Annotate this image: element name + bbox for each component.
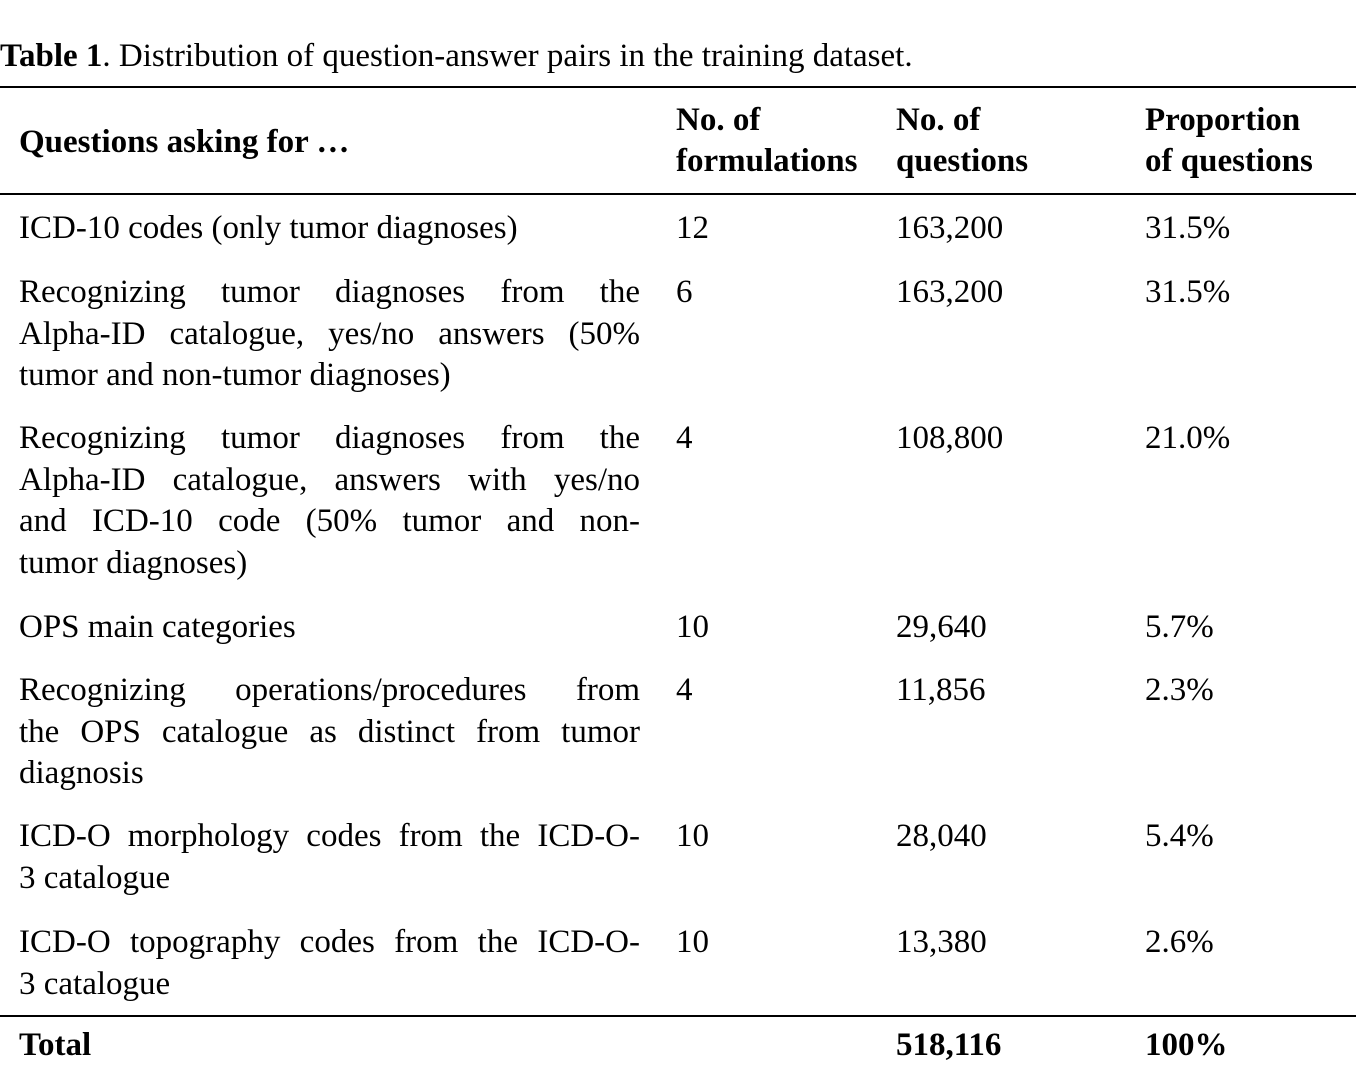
row-3-description [19,418,640,584]
row-2-description-line: Recognizing tumor diagnoses from the [19,274,640,310]
row-2-description-line: tumor and non-tumor diagnoses) [19,357,451,393]
row-7-questions: 13,380 [896,924,987,960]
row-5-description-line: Recognizing operations/procedures from [19,672,640,708]
table-top-rule [0,86,1356,88]
row-2-questions: 163,200 [896,274,1004,310]
row-4-description [19,607,640,649]
row-5-description-line: diagnosis [19,755,144,791]
row-2-formulations: 6 [676,274,693,310]
row-6-questions: 28,040 [896,818,987,854]
header-col4-line1: Proportion [1145,102,1301,138]
table-caption [0,36,913,76]
row-7-description-line: 3 catalogue [19,965,171,1002]
row-3-description-line: and ICD-10 code (50% tumor and non- [19,503,640,539]
row-6-description-line: ICD-O morphology codes from the ICD-O- [19,818,640,854]
header-no-of-formulations [676,100,858,182]
header-col4-line2: of questions [1145,143,1313,179]
header-col2-line2: formulations [676,143,858,179]
row-6-description-line: 3 catalogue [19,859,171,896]
row-7-description-line: ICD-O topography codes from the ICD-O- [19,924,640,960]
row-5-description-line: the OPS catalogue as distinct from tumor [19,713,640,750]
row-4-questions: 29,640 [896,609,987,645]
table-caption-text: . Distribution of question-answer pairs in the training dataset. [102,38,913,74]
header-no-of-questions [896,100,1028,182]
row-6-description [19,816,640,899]
row-5-questions: 11,856 [896,672,986,708]
row-4-proportion: 5.7% [1145,609,1214,645]
row-1-formulations: 12 [676,210,709,246]
row-3-description-line: Alpha-ID catalogue, answers with yes/no [19,461,640,498]
row-7-proportion: 2.6% [1145,924,1214,960]
table-total-rule [0,1015,1356,1017]
row-6-formulations: 10 [676,818,709,854]
row-1-proportion: 31.5% [1145,210,1231,246]
row-2-proportion: 31.5% [1145,274,1231,310]
row-5-formulations: 4 [676,672,693,708]
row-4-description-line: OPS main categories [19,609,296,645]
table-header-rule [0,193,1356,195]
row-7-formulations: 10 [676,924,709,960]
header-col3-line1: No. of [896,102,981,138]
row-5-proportion: 2.3% [1145,672,1214,708]
total-questions: 518,116 [896,1027,1002,1063]
header-col2-line1: No. of [676,102,761,138]
row-2-description-line: Alpha-ID catalogue, yes/no answers (50% [19,315,640,352]
row-1-description-line: ICD-10 codes (only tumor diagnoses) [19,210,518,246]
total-proportion: 100% [1145,1027,1228,1063]
row-4-formulations: 10 [676,609,709,645]
row-3-description-line: tumor diagnoses) [19,544,248,581]
row-3-questions: 108,800 [896,420,1004,456]
row-3-proportion: 21.0% [1145,420,1231,456]
header-col3-line2: questions [896,143,1029,179]
row-1-questions: 163,200 [896,210,1004,246]
total-label: Total [19,1027,92,1063]
row-1-description [19,208,640,250]
header-questions-asking-for: Questions asking for … [19,124,350,160]
row-7-description [19,922,640,1005]
row-3-description-line: Recognizing tumor diagnoses from the [19,420,640,456]
row-6-proportion: 5.4% [1145,818,1214,854]
row-2-description [19,272,640,397]
row-3-formulations: 4 [676,420,693,456]
table-caption-label: Table 1 [0,38,103,74]
header-proportion-of-questions [1145,100,1313,182]
row-5-description [19,670,640,795]
